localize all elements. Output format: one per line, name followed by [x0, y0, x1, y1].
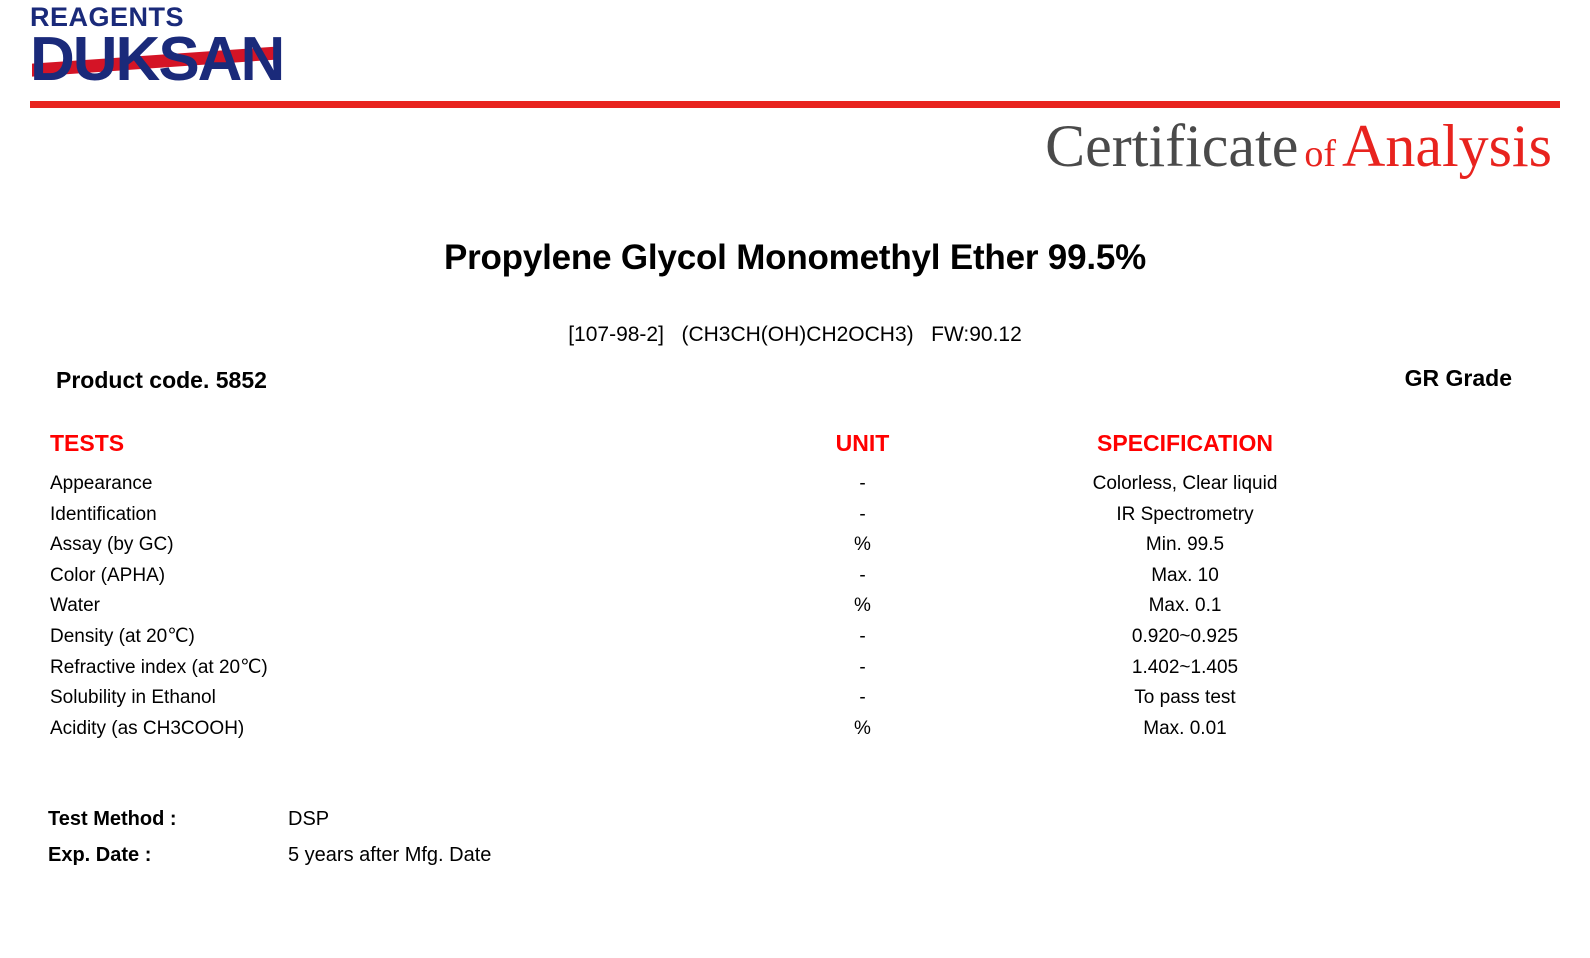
- cell-unit: -: [859, 473, 866, 494]
- cell-spec: Max. 0.1: [1148, 595, 1222, 617]
- table-row: [0, 683, 1590, 714]
- cell-spec: 1.402~1.405: [1131, 656, 1239, 678]
- table-row: [0, 500, 1590, 531]
- cell-test: Density (at 20℃): [50, 625, 195, 647]
- cas-number: [107-98-2]: [568, 323, 664, 346]
- table-row: [0, 469, 1590, 500]
- cell-unit: -: [859, 564, 866, 586]
- spacer-2: [914, 323, 932, 346]
- cell-unit: -: [859, 625, 866, 647]
- cell-spec: Max. 10: [1151, 564, 1219, 586]
- logo-reagents-text: REAGENTS: [30, 2, 185, 32]
- cell-test: Color (APHA): [50, 564, 166, 586]
- note-exp-date: [48, 844, 491, 867]
- product-code: Product code. 5852: [56, 367, 267, 393]
- grade-label: GR Grade: [1404, 365, 1512, 391]
- note-label: Test Method :: [48, 808, 177, 830]
- cell-test: Assay (by GC): [50, 534, 174, 556]
- chemical-formula: (CH3CH(OH)CH2OCH3): [681, 323, 914, 346]
- page-title: Propylene Glycol Monomethyl Ether 99.5%: [443, 238, 1147, 277]
- certificate-of-analysis-heading: [1045, 113, 1552, 179]
- cell-unit: -: [859, 656, 866, 678]
- cell-test: Solubility in Ethanol: [50, 687, 216, 709]
- table-row: [0, 653, 1590, 684]
- column-header-specification: SPECIFICATION: [1097, 430, 1273, 456]
- cell-spec: Max. 0.01: [1143, 717, 1227, 739]
- coa-word-certificate: Certificate: [1045, 113, 1299, 179]
- cell-unit: -: [859, 687, 866, 709]
- cell-test: Water: [50, 595, 100, 617]
- cell-unit: %: [854, 595, 871, 617]
- note-value: 5 years after Mfg. Date: [288, 844, 492, 866]
- table-row: [0, 591, 1590, 622]
- cell-spec: Min. 99.5: [1145, 534, 1225, 556]
- cell-test: Identification: [50, 503, 157, 525]
- substance-identifiers: [0, 323, 1590, 347]
- duksan-logo: [30, 2, 284, 94]
- cell-unit: -: [859, 503, 866, 525]
- cell-unit: %: [854, 534, 871, 556]
- cell-spec: To pass test: [1134, 687, 1236, 709]
- column-header-unit: UNIT: [835, 430, 890, 456]
- table-row: [0, 561, 1590, 592]
- note-test-method: [48, 808, 491, 831]
- header-divider: [30, 101, 1560, 108]
- note-label: Exp. Date :: [48, 844, 152, 866]
- cell-test: Appearance: [50, 473, 153, 494]
- cell-spec: IR Spectrometry: [1116, 503, 1254, 525]
- column-header-tests: TESTS: [50, 430, 125, 456]
- table-row: [0, 714, 1590, 745]
- table-header-row: [0, 430, 1590, 457]
- document-notes: [48, 808, 491, 880]
- note-value: DSP: [288, 808, 330, 830]
- cell-spec: Colorless, Clear liquid: [1092, 473, 1278, 494]
- table-row: [0, 622, 1590, 653]
- specification-table: [0, 430, 1590, 744]
- spacer-1: [664, 323, 682, 346]
- coa-word-analysis: Analysis: [1342, 113, 1552, 179]
- coa-word-of: of: [1304, 133, 1336, 175]
- cell-unit: %: [854, 717, 871, 739]
- formula-weight: FW:90.12: [931, 323, 1022, 346]
- cell-spec: 0.920~0.925: [1131, 625, 1239, 647]
- cell-test: Refractive index (at 20℃): [50, 656, 268, 678]
- logo-brand-text: DUKSAN: [30, 25, 284, 94]
- table-row: [0, 530, 1590, 561]
- cell-test: Acidity (as CH3COOH): [50, 717, 245, 739]
- document-header: [0, 0, 1590, 112]
